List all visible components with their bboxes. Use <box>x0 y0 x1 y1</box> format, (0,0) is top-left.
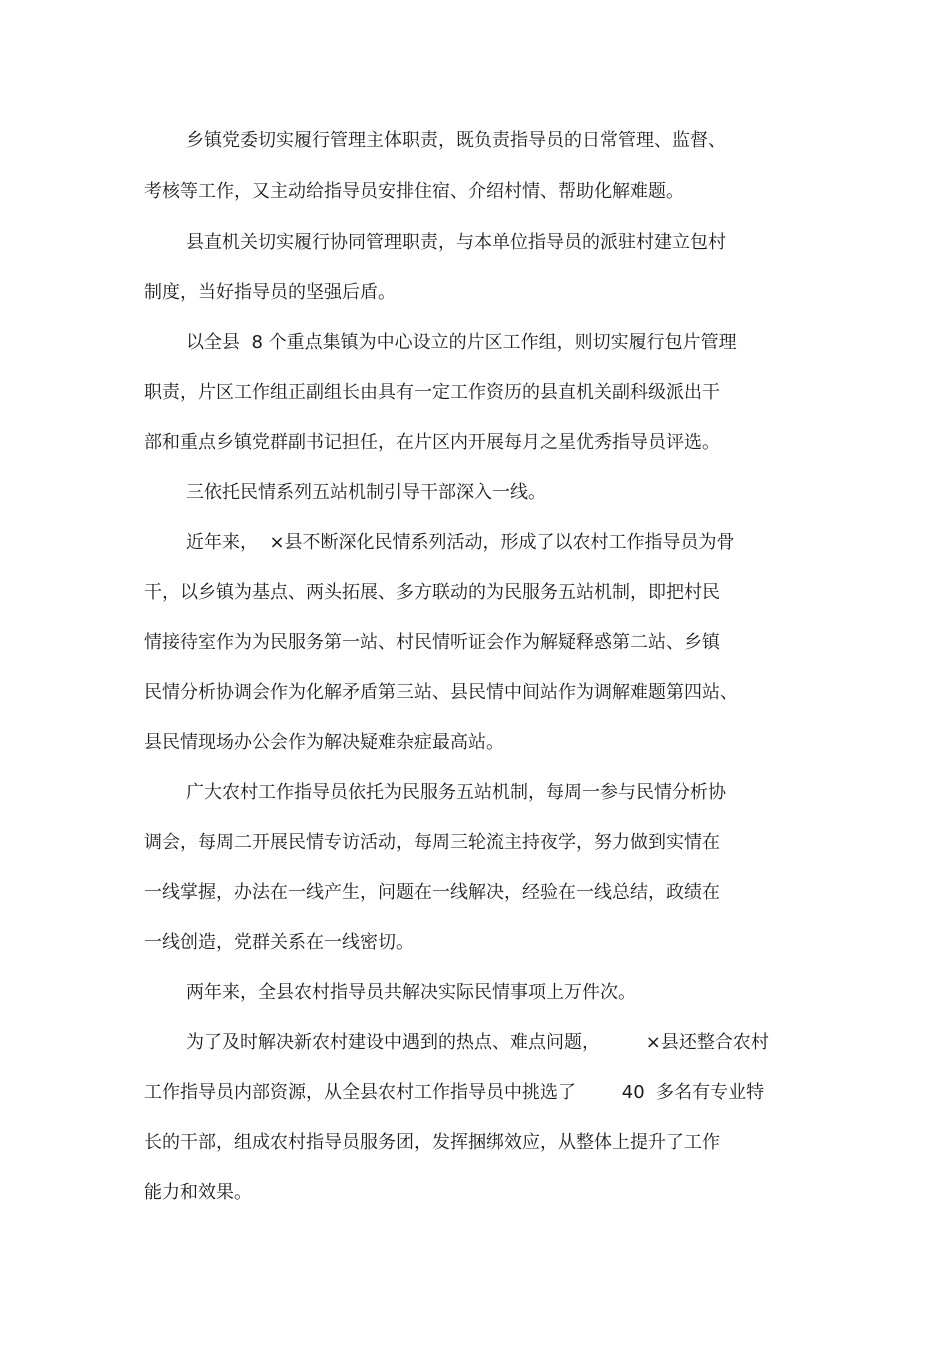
text-line: 广大农村工作指导员依托为民服务五站机制，每周一参与民情分析协 <box>186 782 726 803</box>
text-line: 县民情现场办公会作为解决疑难杂症最高站。 <box>144 732 504 753</box>
text-line: 一线掌握，办法在一线产生，问题在一线解决，经验在一线总结，政绩在 <box>144 882 720 903</box>
text-line: 为了及时解决新农村建设中遇到的热点、难点问题， ×县还整合农村 <box>186 1032 769 1053</box>
text-line: 长的干部，组成农村指导员服务团，发挥捆绑效应，从整体上提升了工作 <box>144 1132 720 1153</box>
text-line: 干，以乡镇为基点、两头拓展、多方联动的为民服务五站机制，即把村民 <box>144 582 720 603</box>
text-line: 县直机关切实履行协同管理职责，与本单位指导员的派驻村建立包村 <box>186 232 726 253</box>
text-line: 近年来， ×县不断深化民情系列活动，形成了以农村工作指导员为骨 <box>186 532 735 553</box>
text-line: 三依托民情系列五站机制引导干部深入一线。 <box>186 482 546 503</box>
text-line: 民情分析协调会作为化解矛盾第三站、县民情中间站作为调解难题第四站、 <box>144 682 738 703</box>
text-line: 一线创造，党群关系在一线密切。 <box>144 932 414 953</box>
text-line: 职责，片区工作组正副组长由具有一定工作资历的县直机关副科级派出干 <box>144 382 720 403</box>
text-line: 部和重点乡镇党群副书记担任，在片区内开展每月之星优秀指导员评选。 <box>144 432 720 453</box>
text-line: 乡镇党委切实履行管理主体职责，既负责指导员的日常管理、监督、 <box>186 130 726 151</box>
text-line: 两年来，全县农村指导员共解决实际民情事项上万件次。 <box>186 982 636 1003</box>
text-line: 情接待室作为为民服务第一站、村民情听证会作为解疑释惑第二站、乡镇 <box>144 632 720 653</box>
text-line: 能力和效果。 <box>144 1182 252 1203</box>
text-line: 考核等工作，又主动给指导员安排住宿、介绍村情、帮助化解难题。 <box>144 181 684 202</box>
text-line: 工作指导员内部资源，从全县农村工作指导员中挑选了 40 多名有专业特 <box>144 1082 765 1103</box>
text-line: 以全县 8 个重点集镇为中心设立的片区工作组，则切实履行包片管理 <box>186 332 737 353</box>
text-line: 制度，当好指导员的坚强后盾。 <box>144 282 396 303</box>
text-line: 调会，每周二开展民情专访活动，每周三轮流主持夜学，努力做到实情在 <box>144 832 720 853</box>
